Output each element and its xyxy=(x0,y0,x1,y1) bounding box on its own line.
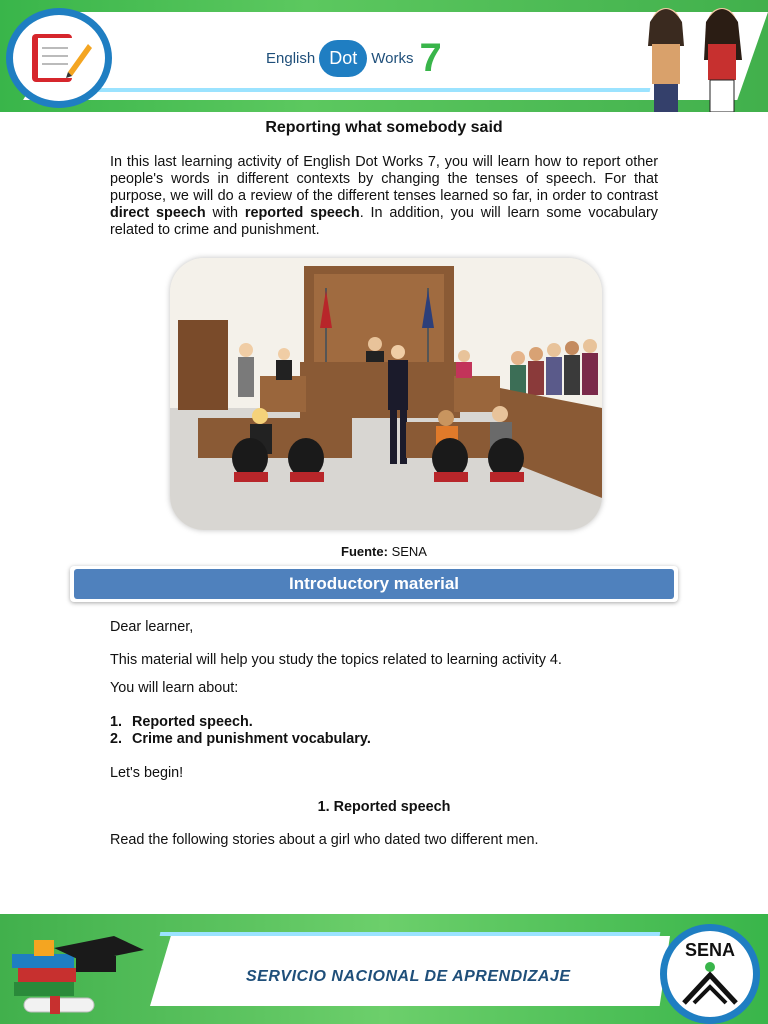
books-graduation-icon xyxy=(4,928,154,1022)
intro-text-2: with xyxy=(205,205,245,221)
list-item xyxy=(110,714,371,731)
intro-paragraph xyxy=(110,154,658,239)
list-item-number: 2. xyxy=(110,731,123,747)
brand-works: Works xyxy=(371,49,414,67)
courtroom-illustration xyxy=(170,258,602,530)
topics-list xyxy=(110,714,371,748)
banner-title: Introductory material xyxy=(74,569,674,599)
footer-organization: SERVICIO NACIONAL DE APRENDIZAJE xyxy=(246,968,571,985)
intro-bold-direct: direct speech xyxy=(110,205,206,221)
header-stripe xyxy=(90,88,651,92)
list-item xyxy=(110,731,371,748)
list-item-text: Reported speech. xyxy=(132,714,253,730)
intro-bold-reported: reported speech xyxy=(244,205,360,221)
stories-instruction: Read the following stories about a girl who dated two different men. xyxy=(110,832,539,848)
notebook-icon xyxy=(24,26,94,90)
lets-begin: Let's begin! xyxy=(110,765,184,781)
intro-text-1: In this last learning activity of English Dot Works 7, you will learn how to report other people's words in different contexts by changing the tenses of speech. For that purpose, we will do a review of the different tenses learned so far, in order to contrast xyxy=(110,154,658,204)
source-label: Fuente: xyxy=(341,544,388,559)
learn-about: You will learn about: xyxy=(110,680,239,696)
page-title: Reporting what somebody said xyxy=(265,119,503,136)
sena-emblem-icon xyxy=(680,961,740,1005)
sena-logo xyxy=(660,924,760,1024)
brand-number: 7 xyxy=(419,35,442,80)
list-item-number: 1. xyxy=(110,714,123,730)
girls-illustration xyxy=(630,0,760,112)
greeting: Dear learner, xyxy=(110,619,194,635)
section-title: 1. Reported speech xyxy=(317,799,451,815)
brand-english: English xyxy=(266,49,316,67)
brand-logo xyxy=(266,34,442,82)
material-description: This material will help you study the topics related to learning activity 4. xyxy=(110,652,562,668)
brand-dot: Dot xyxy=(319,40,367,77)
courtroom-image xyxy=(170,258,602,530)
list-item-text: Crime and punishment vocabulary. xyxy=(132,731,371,747)
section-banner xyxy=(70,566,678,602)
footer-stripe xyxy=(160,932,661,936)
intro-text-3: . In addition, you will learn some vocabulary related to crime and punishment. xyxy=(110,205,658,238)
source-value: SENA xyxy=(391,544,427,559)
sena-text: SENA xyxy=(684,939,735,960)
notebook-logo xyxy=(6,8,112,108)
image-source xyxy=(0,544,768,559)
